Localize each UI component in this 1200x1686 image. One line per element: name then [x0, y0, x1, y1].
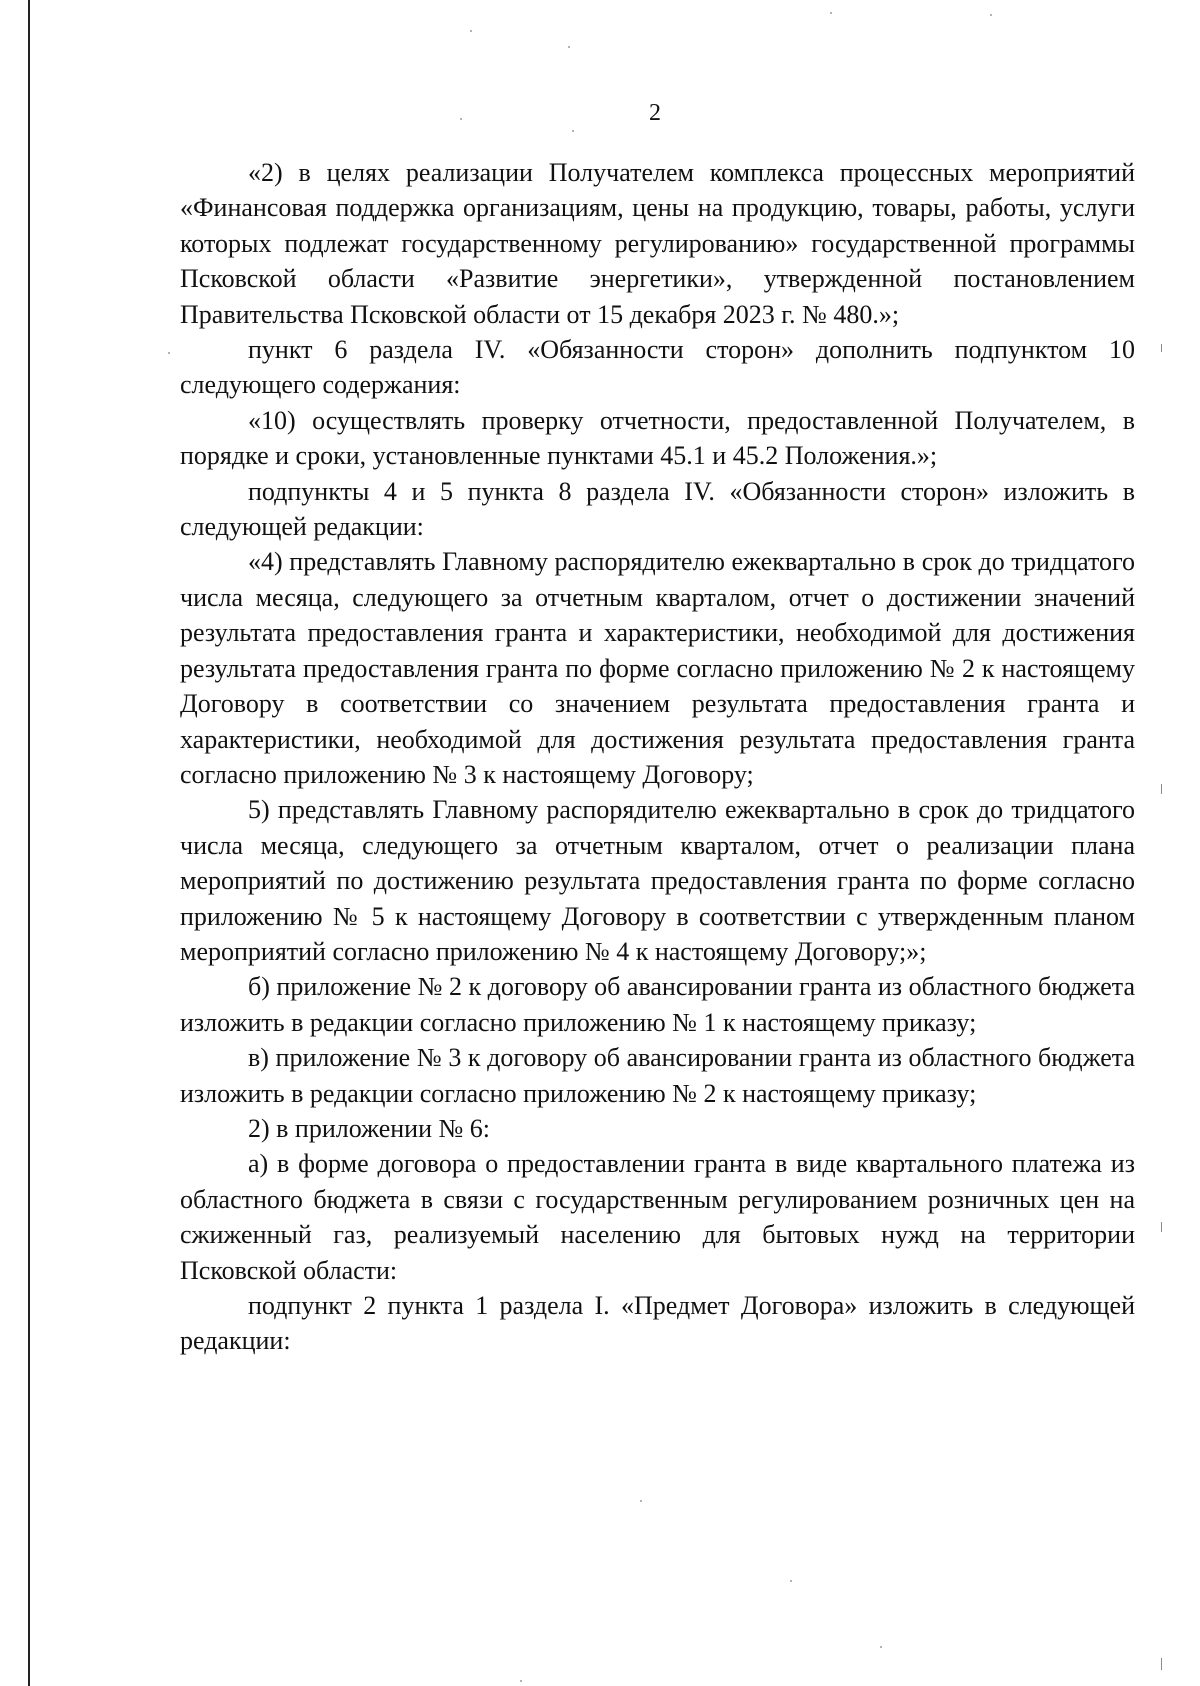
paragraph-3: «10) осуществлять проверку отчетности, предоставленной Получателем, в порядке и сроки, установленные пунктами 45.1 и 45.2 Положения.»; — [180, 405, 1135, 471]
paragraph-10: а) в форме договора о предоставлении гранта в виде квартального платежа из областного бюджета в связи с государственным регулированием розничных цен на сжиженный газ, реализуемый населению для бытовых нужд на территории Псковской области: — [180, 1149, 1135, 1285]
scan-left-edge — [28, 0, 30, 1686]
paragraph-9: 2) в приложении № 6: — [248, 1113, 491, 1143]
paragraph-1: «2) в целях реализации Получателем комплекса процессных мероприятий «Финансовая поддержка организациям, цены на продукцию, товары, работы, услуги которых подлежат государственному регулированию» государственной программы Псковской области «Развитие энергетики», утвержденной постановлением Правительства Псковской области от 15 декабря 2023 г. № 480.»; — [180, 158, 1135, 329]
paragraph-2: пункт 6 раздела IV. «Обязанности сторон» дополнить подпунктом 10 следующего содержания: — [180, 335, 1135, 400]
paragraph-4: подпункты 4 и 5 пункта 8 раздела IV. «Обязанности сторон» изложить в следующей редакции: — [180, 476, 1135, 542]
scan-margin-mark — [1161, 1222, 1162, 1232]
scan-speck — [990, 14, 992, 16]
scan-speck — [880, 1646, 882, 1648]
scan-speck — [830, 12, 832, 14]
scan-speck — [572, 130, 574, 132]
scan-margin-mark — [1161, 784, 1162, 794]
paragraph-5: «4) представлять Главному распорядителю ежеквартально в срок до тридцатого числа месяца, следующего за отчетным кварталом, отчет о достижении значений результата предоставления гранта и характеристики, необходимой для достижения результата предоставления гранта по форме согласно приложению № 2 к настоящему Договору в соответствии со значением результата предоставления гранта и характеристики, необходимой для достижения результата предоставления гранта согласно приложению № 3 к настоящему Договору; — [180, 547, 1135, 789]
paragraph-11: подпункт 2 пункта 1 раздела I. «Предмет Договора» изложить в следующей редакции: — [180, 1291, 1135, 1356]
paragraph-8: в) приложение № 3 к договору об авансировании гранта из областного бюджета изложить в редакции согласно приложению № 2 к настоящему приказу; — [180, 1043, 1135, 1108]
paragraph-6: 5) представлять Главному распорядителю ежеквартально в срок до тридцатого числа месяца, следующего за отчетным кварталом, отчет о реализации плана мероприятий по достижению результата предоставления гранта по форме согласно приложению № 5 к настоящему Договору в соответствии с утвержденным планом мероприятий согласно приложению № 4 к настоящему Договору;»; — [180, 795, 1135, 966]
document-body — [180, 155, 1135, 1359]
scan-margin-mark — [1161, 1658, 1162, 1670]
scan-speck — [520, 1680, 522, 1682]
scan-speck — [470, 30, 472, 32]
scan-speck — [640, 1500, 642, 1502]
scan-speck — [460, 118, 462, 120]
paragraph-7: б) приложение № 2 к договору об авансировании гранта из областного бюджета изложить в редакции согласно приложению № 1 к настоящему приказу; — [180, 972, 1135, 1037]
page-number: 2 — [649, 100, 661, 126]
scan-margin-mark — [1161, 344, 1162, 352]
scan-speck — [168, 352, 170, 354]
scan-speck — [790, 1580, 792, 1582]
scan-speck — [568, 46, 570, 48]
